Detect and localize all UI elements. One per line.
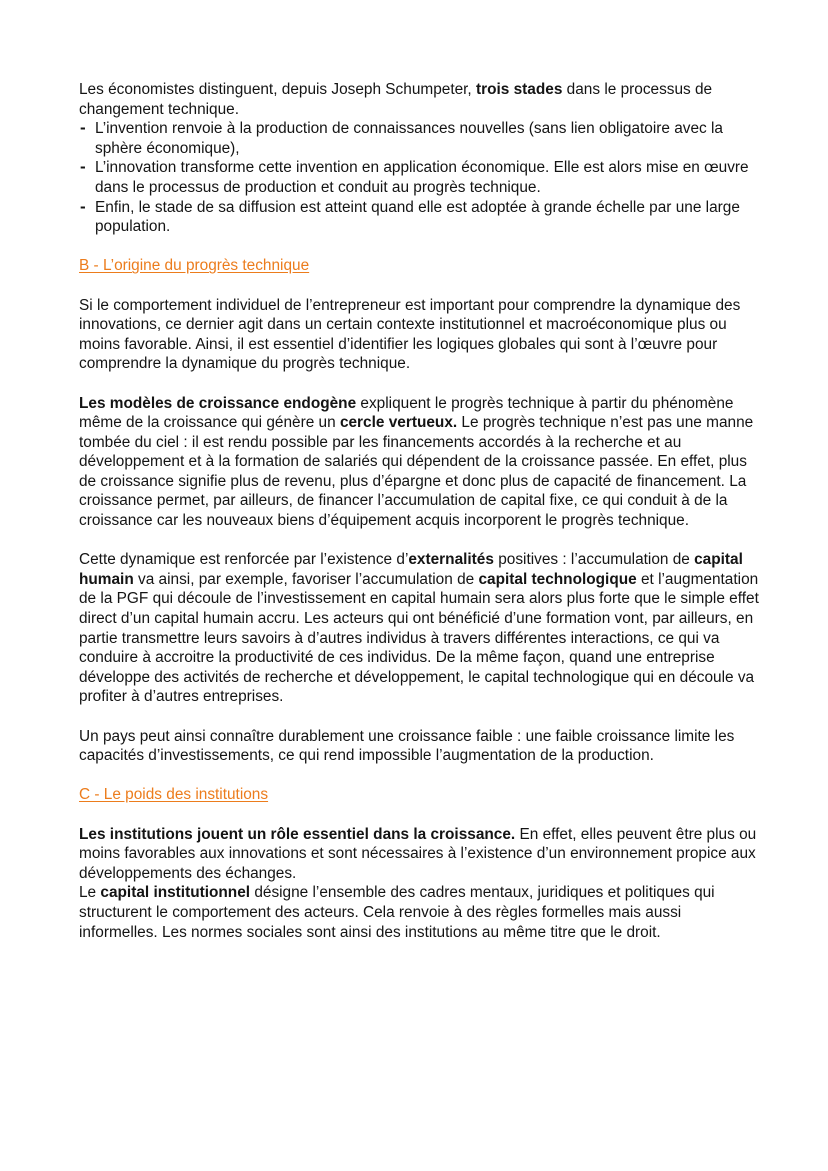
section-c-paragraph-2: Le capital institutionnel désigne l’ensemble des cadres mentaux, juridiques et politiques qui structurent le comportement des acteurs. Cela renvoie à des règles formelles mais aussi informelles. Les normes sociales sont ainsi des institutions au même titre que le droit.	[79, 884, 715, 941]
section-b-paragraph-3: Cette dynamique est renforcée par l’existence d’externalités positives : l’accumulation de capital humain va ainsi, par exemple, favoriser l’accumulation de capital technologique et l’augmentation de la PGF qui découle de l’investissement en capital humain sera alors plus forte que le simple effet direct d’un capital humain accru. Les acteurs qui ont bénéficié d’une formation vont, par ailleurs, en partie transmettre leurs savoirs à d’autres individus à travers différentes interactions, ce qui va conduire à accroitre la productivité de ces individus. De la même façon, quand une entreprise développe des activités de recherche et développement, le capital technologique qui en découle va profiter à d’autres entreprises.	[79, 551, 759, 706]
section-b-paragraph-2: Les modèles de croissance endogène expliquent le progrès technique à partir du phénomène même de la croissance qui génère un cercle vertueux. Le progrès technique n’est pas une manne tombée du ciel : il est rendu possible par les financements accordés à la recherche et au développement et à la formation de salariés qui dépendent de la croissance passée. En effet, plus de croissance signifie plus de revenu, plus d’épargne et donc plus de capacité de financement. La croissance permet, par ailleurs, de financer l’accumulation de capital fixe, ce qui conduit à de la croissance car les nouveaux biens d’équipement acquis incorporent le progrès technique.	[79, 394, 754, 530]
section-c-heading: C - Le poids des institutions	[79, 786, 269, 804]
section-b-paragraph-4: Un pays peut ainsi connaître durablement une croissance faible : une faible croissance limite les capacités d’investissements, ce qui rend impossible l’augmentation de la production.	[79, 727, 735, 765]
section-b-paragraph-1: Si le comportement individuel de l’entrepreneur est important pour comprendre la dynamique des innovations, ce dernier agit dans un certain contexte institutionnel et macroéconomique plus ou moins favorable. Ainsi, il est essentiel d’identifier les logiques globales qui sont à l’œuvre pour comprendre la dynamique du progrès technique.	[79, 296, 741, 373]
section-b-heading: B - L’origine du progrès technique	[79, 257, 310, 275]
stages-list	[79, 119, 759, 237]
document-page	[79, 80, 759, 942]
section-c-paragraph-1: Les institutions jouent un rôle essentiel dans la croissance. En effet, elles peuvent être plus ou moins favorables aux innovations et sont nécessaires à l’existence d’un environnement propice aux développements des échanges.	[79, 825, 757, 882]
intro-paragraph: Les économistes distinguent, depuis Joseph Schumpeter, trois stades dans le processus de changement technique.	[79, 81, 713, 118]
list-item: - Enfin, le stade de sa diffusion est atteint quand elle est adoptée à grande échelle par une large population.	[79, 198, 759, 237]
list-item: - L’invention renvoie à la production de connaissances nouvelles (sans lien obligatoire avec la sphère économique),	[79, 119, 759, 158]
list-item: - L’innovation transforme cette invention en application économique. Elle est alors mise en œuvre dans le processus de production et conduit au progrès technique.	[79, 158, 759, 197]
intro-bold: trois stades	[475, 81, 563, 98]
